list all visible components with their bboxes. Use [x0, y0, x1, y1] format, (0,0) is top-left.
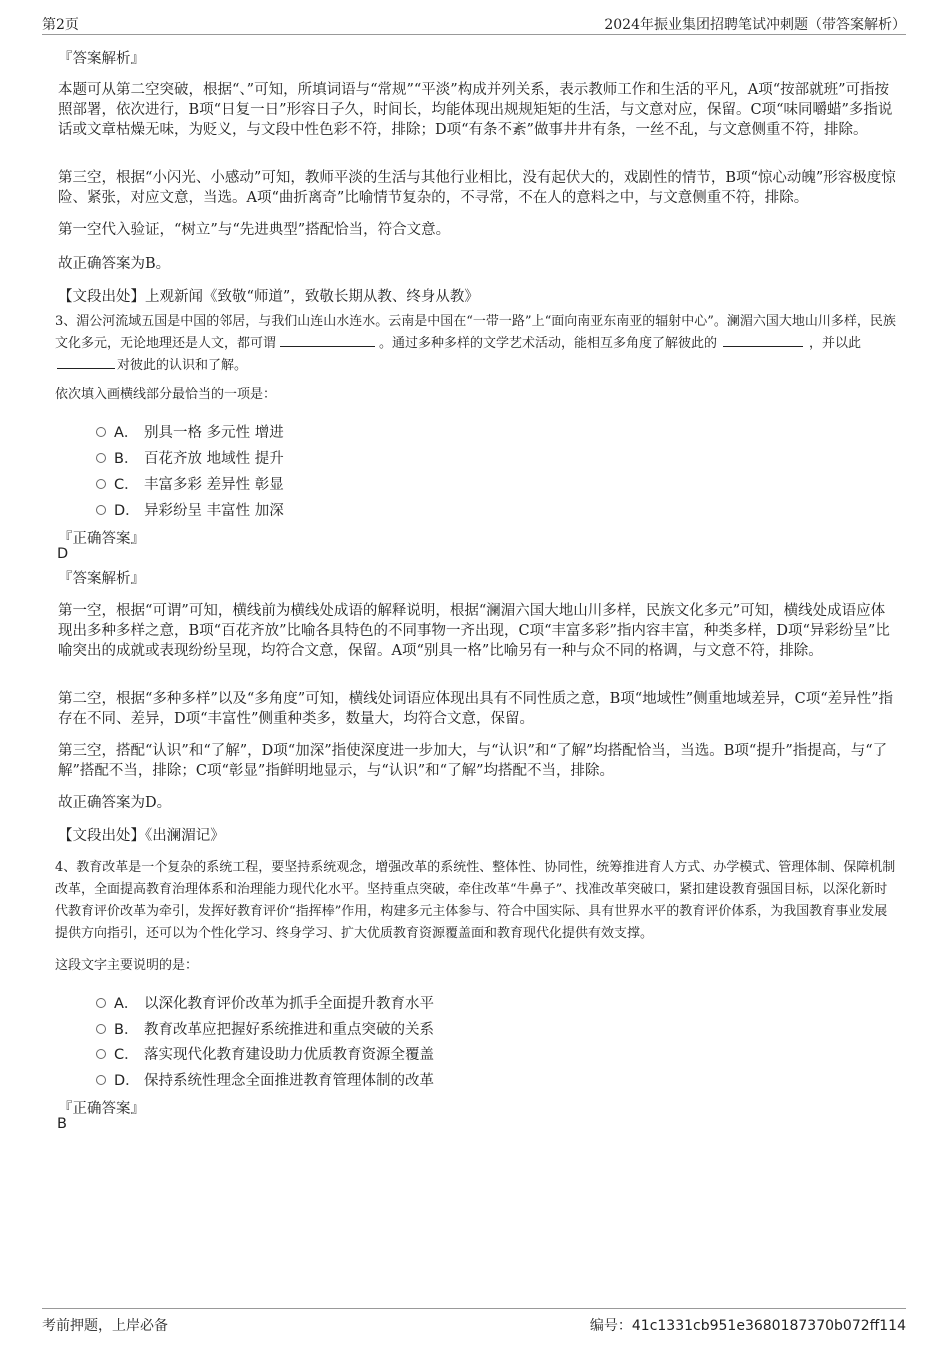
- q4-option-b[interactable]: B． 教育改革应把握好系统推进和重点突破的关系: [96, 1018, 434, 1039]
- q3-blank-2: [723, 334, 803, 347]
- q3-option-b[interactable]: B． 百花齐放 地域性 提升: [96, 447, 284, 468]
- q2-analysis-p2: 第三空，根据“小闪光、小感动”可知，教师平淡的生活与其他行业相比，没有起伏大的，戏剧性的情节，B项“惊心动魄”形容极度惊险、紧张，对应文意，当选。A项“曲折离奇”比喻情节复杂的，不寻常，不在人的意料之中，与文意侧重不符，排除。: [58, 170, 896, 206]
- q3-answer: D: [57, 546, 69, 562]
- page-header: [42, 12, 906, 35]
- footer-serial: 编号：41c1331cb951e3680187370b072ff114: [589, 1318, 906, 1334]
- q3-source: 【文段出处】《出澜湄记》: [58, 828, 225, 844]
- q2-analysis-p4: 故正确答案为B。: [58, 256, 171, 272]
- q3-option-d[interactable]: D． 异彩纷呈 丰富性 加深: [96, 499, 284, 520]
- q3-option-c[interactable]: C． 丰富多彩 差异性 彰显: [96, 473, 284, 494]
- q4-stem: 4、教育改革是一个复杂的系统工程，要坚持系统观念，增强改革的系统性、整体性、协同性，统筹推进育人方式、办学模式、管理体制、保障机制改革，全面提高教育治理体系和治理能力现代化水平。坚持重点突破，牵住改革“牛鼻子”、找准改革突破口，紧扣建设教育强国目标，以深化新时代教育评价改革为牵引，发挥好教育评价“指挥棒”作用，构建多元主体参与、符合中国实际、具有世界水平的教育评价体系，为我国教育事业发展提供方向指引，还可以为个性化学习、终身学习、扩大优质教育资源覆盖面和教育现代化提供有效支撑。: [55, 860, 896, 941]
- q4-option-a[interactable]: A． 以深化教育评价改革为抓手全面提升教育水平: [96, 992, 434, 1013]
- q3-prompt: 依次填入画横线部分最恰当的一项是：: [55, 387, 277, 402]
- q3-blank-1: [280, 334, 375, 347]
- q3-analysis-p1: 第一空，根据“可谓”可知，横线前为横线处成语的解释说明，根据“澜湄六国大地山川多样，民族文化多元”可知，横线处成语应体现出多种多样之意，B项“百花齐放”比喻各具特色的不同事物一齐出现，C项“丰富多彩”指内容丰富，种类多样，D项“异彩纷呈”比喻突出的成就或表现纷纷呈现，均符合文意，保留。A项“别具一格”比喻另有一种与众不同的格调，与文意不符，排除。: [58, 603, 890, 659]
- q4-option-d[interactable]: D． 保持系统性理念全面推进教育管理体制的改革: [96, 1069, 434, 1090]
- q3-option-a[interactable]: A． 别具一格 多元性 增进: [96, 421, 284, 442]
- q3-answer-label: 『正确答案』: [58, 531, 145, 547]
- q2-analysis-p3: 第一空代入验证，“树立”与“先进典型”搭配恰当，符合文意。: [58, 222, 451, 238]
- document-title: 2024年振业集团招聘笔试冲刺题（带答案解析）: [604, 17, 906, 33]
- radio-icon[interactable]: [96, 1024, 106, 1034]
- q3-analysis-p3: 第三空，搭配“认识”和“了解”，D项“加深”指使深度进一步加大，与“认识”和“了解”均搭配恰当，当选。B项“提升”指提高，与“了解”搭配不当，排除；C项“彰显”指鲜明地显示，与“认识”和“了解”均搭配不当，排除。: [58, 743, 888, 779]
- q4-answer: B: [57, 1116, 67, 1132]
- radio-icon[interactable]: [96, 1049, 106, 1059]
- q3-analysis-label: 『答案解析』: [58, 571, 145, 587]
- q2-analysis-label: 『答案解析』: [58, 51, 145, 67]
- q4-option-c[interactable]: C． 落实现代化教育建设助力优质教育资源全覆盖: [96, 1043, 434, 1064]
- radio-icon[interactable]: [96, 1075, 106, 1085]
- q3-blank-3: [57, 356, 115, 369]
- radio-icon[interactable]: [96, 998, 106, 1008]
- q3-analysis-p4: 故正确答案为D。: [58, 795, 172, 811]
- page-number: 第2页: [42, 17, 79, 33]
- radio-icon[interactable]: [96, 505, 106, 515]
- radio-icon[interactable]: [96, 479, 106, 489]
- page-footer: [42, 1308, 906, 1337]
- q4-prompt: 这段文字主要说明的是：: [55, 958, 199, 973]
- q2-source: 【文段出处】上观新闻《致敬“师道”，致敬长期从教、终身从教》: [58, 289, 479, 305]
- footer-slogan: 考前押题，上岸必备: [42, 1318, 168, 1334]
- radio-icon[interactable]: [96, 427, 106, 437]
- q4-answer-label: 『正确答案』: [58, 1101, 145, 1117]
- q3-stem: 3、湄公河流域五国是中国的邻居，与我们山连山水连水。云南是中国在“一带一路”上“面向南亚东南亚的辐射中心”。澜湄六国大地山川多样，民族文化多元，无论地理还是人文，都可谓 。通过多种多样的文学艺术活动，能相互多角度了解彼此的 ，并以此对彼此的认识和了解。: [55, 314, 896, 373]
- q3-analysis-p2: 第二空，根据“多种多样”以及“多角度”可知，横线处词语应体现出具有不同性质之意，B项“地域性”侧重地域差异，C项“差异性”指存在不同、差异，D项“丰富性”侧重种类多，数量大，均符合文意，保留。: [58, 691, 894, 727]
- q2-analysis-p1: 本题可从第二空突破，根据“、”可知，所填词语与“常规”“平淡”构成并列关系，表示教师工作和生活的平凡，A项“按部就班”可指按照部署，依次进行，B项“日复一日”形容日子久，时间长，均能体现出规规矩矩的生活，与文意对应，保留。C项“味同嚼蜡”多指说话或文章枯燥无味，为贬义，与文段中性色彩不符，排除；D项“有条不紊”做事井井有条，一丝不乱，与文意侧重不符，排除。: [58, 82, 893, 138]
- radio-icon[interactable]: [96, 453, 106, 463]
